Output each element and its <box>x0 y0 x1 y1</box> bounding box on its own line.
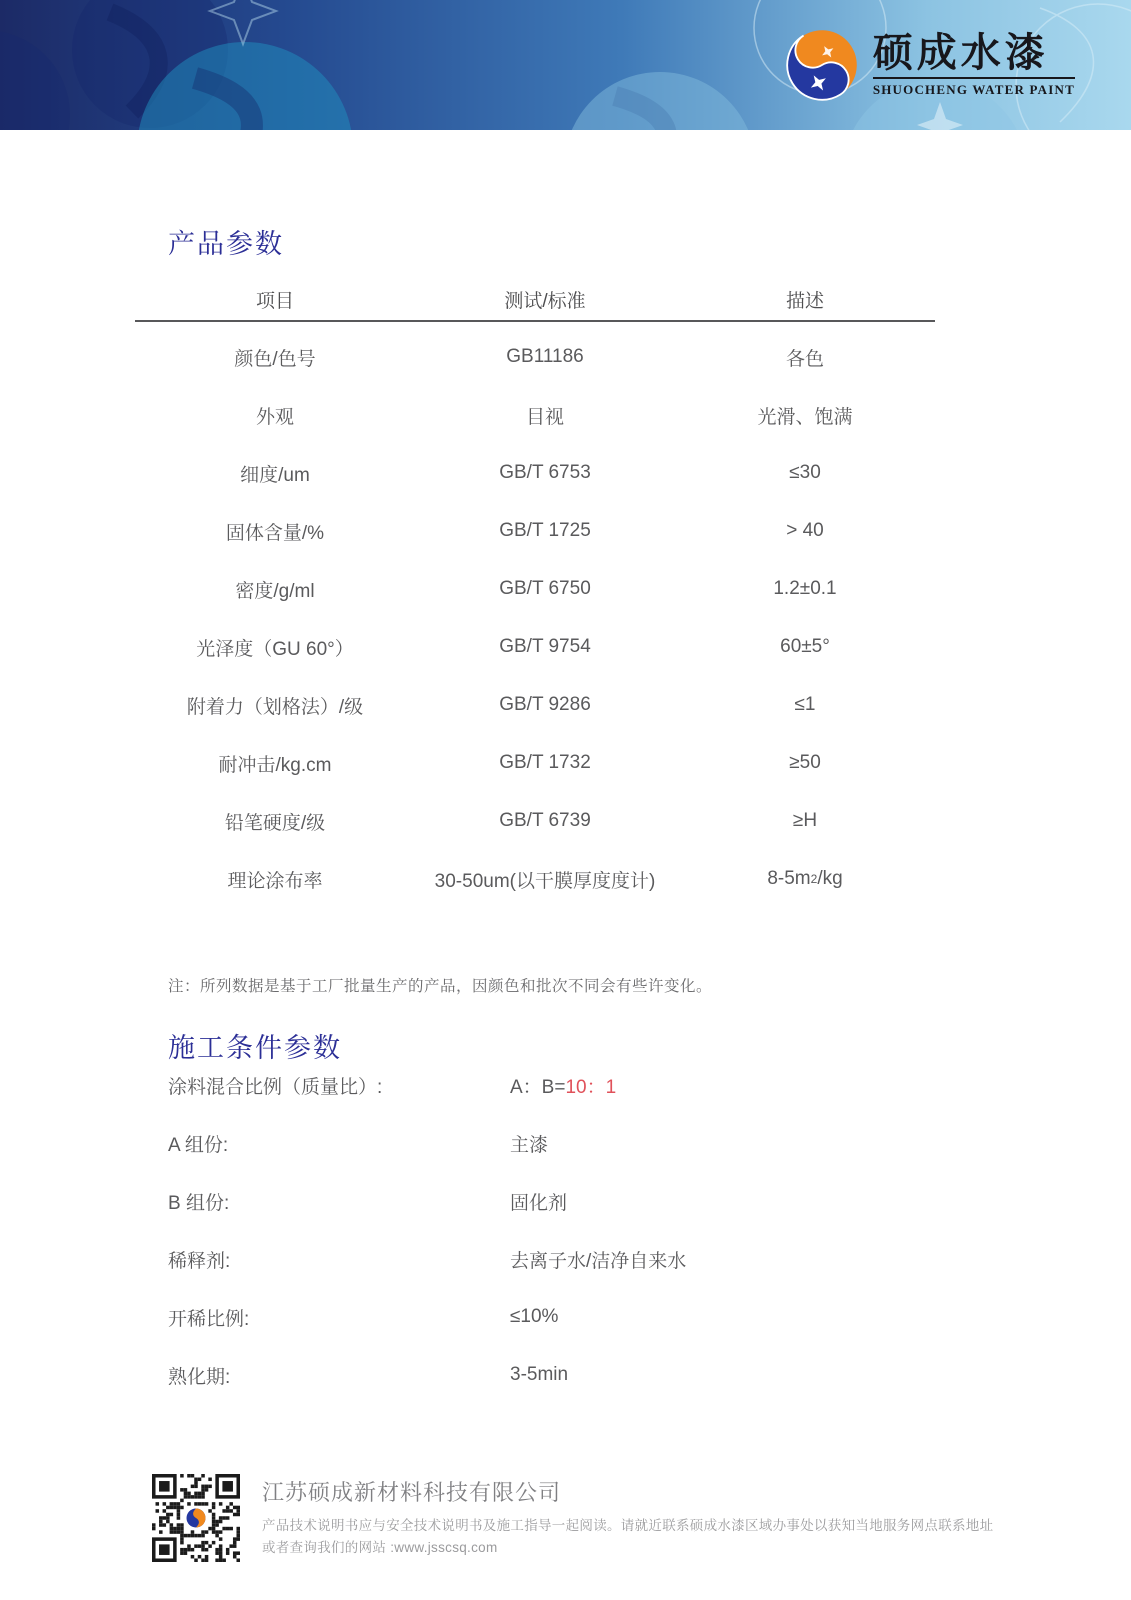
qr-code-icon <box>152 1474 240 1562</box>
cell-standard: GB/T 9754 <box>499 636 591 657</box>
column-header-item: 项目 <box>255 290 294 312</box>
section-title-construction-params: 施工条件参数 <box>168 1033 342 1064</box>
param-label: 稀释剂: <box>168 1250 231 1272</box>
column-header-standard: 测试/标准 <box>504 290 586 312</box>
table-row <box>135 444 935 502</box>
cell-standard: GB/T 6750 <box>499 578 591 599</box>
brand-subtitle: SHUOCHENG WATER PAINT <box>872 82 1075 97</box>
cell-standard: GB11186 <box>506 346 584 367</box>
cell-item: 理论涂布率 <box>227 870 323 892</box>
table-body <box>135 322 935 908</box>
cell-description: ≤1 <box>794 694 816 715</box>
cell-description: 8-5m 2 /kg <box>767 868 843 889</box>
list-item <box>168 1230 968 1288</box>
cell-description: ≥H <box>792 810 818 831</box>
product-params-table <box>135 278 935 908</box>
footer-note <box>262 1515 993 1560</box>
cell-item: 密度/g/ml <box>235 580 315 602</box>
table-row <box>135 676 935 734</box>
header-banner <box>0 0 1131 130</box>
brand-divider <box>873 77 1075 79</box>
s-swoosh-logo-icon <box>785 28 859 102</box>
cell-standard: GB/T 9286 <box>499 694 591 715</box>
construction-params-list <box>168 1056 968 1404</box>
param-value: 去离子水/洁净自来水 <box>510 1250 687 1272</box>
mix-ratio-prefix: A：B= <box>510 1076 566 1098</box>
param-value: ≤10% <box>510 1306 559 1327</box>
mix-ratio-value: 10：1 <box>565 1076 617 1098</box>
param-label: 涂料混合比例（质量比）: <box>168 1076 383 1098</box>
table-row <box>135 734 935 792</box>
cell-standard: GB/T 1725 <box>499 520 591 541</box>
footer <box>152 1474 1092 1562</box>
footer-note-line2: 或者查询我们的网站 :www.jsscsq.com <box>262 1540 498 1556</box>
coverage-value-base: 8-5m <box>767 868 811 889</box>
cell-standard: GB/T 1732 <box>499 752 591 773</box>
company-name: 江苏硕成新材料科技有限公司 <box>262 1480 562 1505</box>
param-value: 固化剂 <box>510 1192 568 1214</box>
brand-title: 硕成水漆 <box>872 30 1049 75</box>
cell-item: 耐冲击/kg.cm <box>218 754 332 776</box>
cell-description: 光滑、饱满 <box>757 406 853 428</box>
brand-names <box>873 32 1075 98</box>
table-row <box>135 502 935 560</box>
param-label: B 组份: <box>168 1192 230 1214</box>
table-row <box>135 386 935 444</box>
cell-item: 光泽度（GU 60°） <box>196 638 354 660</box>
cell-description: ≥50 <box>789 752 821 773</box>
cell-item: 外观 <box>255 406 294 428</box>
param-label: 开稀比例: <box>168 1308 250 1330</box>
list-item <box>168 1346 968 1404</box>
cell-item: 固体含量/% <box>225 522 325 544</box>
list-item <box>168 1114 968 1172</box>
list-item <box>168 1056 968 1114</box>
table-header-row <box>135 278 935 322</box>
cell-item: 细度/um <box>240 464 310 486</box>
cell-standard: GB/T 6753 <box>499 462 591 483</box>
param-value: 主漆 <box>510 1134 549 1156</box>
cell-item: 铅笔硬度/级 <box>224 812 326 834</box>
param-value <box>510 1056 968 1114</box>
param-value: 3-5min <box>510 1364 569 1385</box>
cell-standard: GB/T 6739 <box>499 810 591 831</box>
section-title-product-params: 产品参数 <box>168 229 284 260</box>
table-footnote: 注：所列数据是基于工厂批量生产的产品，因颜色和批次不同会有些许变化。 <box>168 977 713 995</box>
table-row <box>135 850 935 908</box>
table-row <box>135 618 935 676</box>
column-header-description: 描述 <box>785 290 824 312</box>
list-item <box>168 1172 968 1230</box>
cell-description: ≤30 <box>789 462 821 483</box>
param-label: 熟化期: <box>168 1366 231 1388</box>
table-row <box>135 792 935 850</box>
param-label: A 组份: <box>168 1134 229 1156</box>
table-row <box>135 560 935 618</box>
cell-standard: 30-50um(以干膜厚度度计) <box>434 870 656 892</box>
cell-description: 60±5° <box>780 636 830 657</box>
table-row <box>135 328 935 386</box>
list-item <box>168 1288 968 1346</box>
coverage-value-unit: /kg <box>817 868 843 889</box>
footer-text <box>262 1474 993 1562</box>
brand-logo <box>785 28 1075 102</box>
footer-note-line1: 产品技术说明书应与安全技术说明书及施工指导一起阅读。请就近联系硕成水漆区域办事处以获知当地服务网点联系地址 <box>262 1518 994 1533</box>
cell-description: > 40 <box>786 520 824 541</box>
cell-standard: 目视 <box>525 406 564 428</box>
cell-description: 各色 <box>785 348 824 370</box>
cell-item: 附着力（划格法）/级 <box>186 696 364 718</box>
cell-description: 1.2±0.1 <box>773 578 837 599</box>
cell-item: 颜色/色号 <box>234 348 316 370</box>
